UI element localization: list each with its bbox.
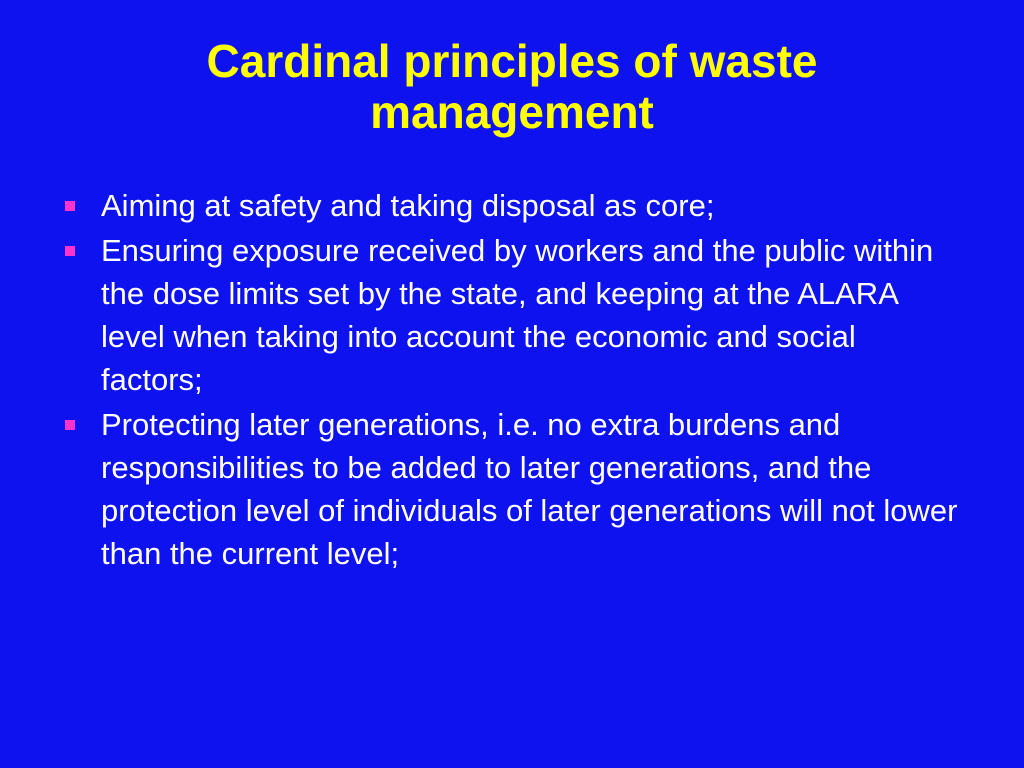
- square-bullet-icon: [65, 420, 75, 430]
- bullet-item: [0, 403, 1024, 575]
- bullet-item: [0, 184, 1024, 227]
- bullet-item: [0, 229, 1024, 401]
- square-bullet-icon: [65, 246, 75, 256]
- bullet-text: Aiming at safety and taking disposal as core;: [101, 188, 715, 223]
- square-bullet-icon: [65, 201, 75, 211]
- bullet-text: Ensuring exposure received by workers and the public within the dose limits set by the state, and keeping at the ALARA level when taking into account the economic and social factors;: [101, 233, 934, 397]
- bullet-list: [0, 184, 1024, 577]
- bullet-text: Protecting later generations, i.e. no extra burdens and responsibilities to be added to later generations, and the protection level of individuals of later generations will not lower than the current level;: [101, 407, 958, 571]
- slide-title: Cardinal principles of waste management: [206, 35, 818, 138]
